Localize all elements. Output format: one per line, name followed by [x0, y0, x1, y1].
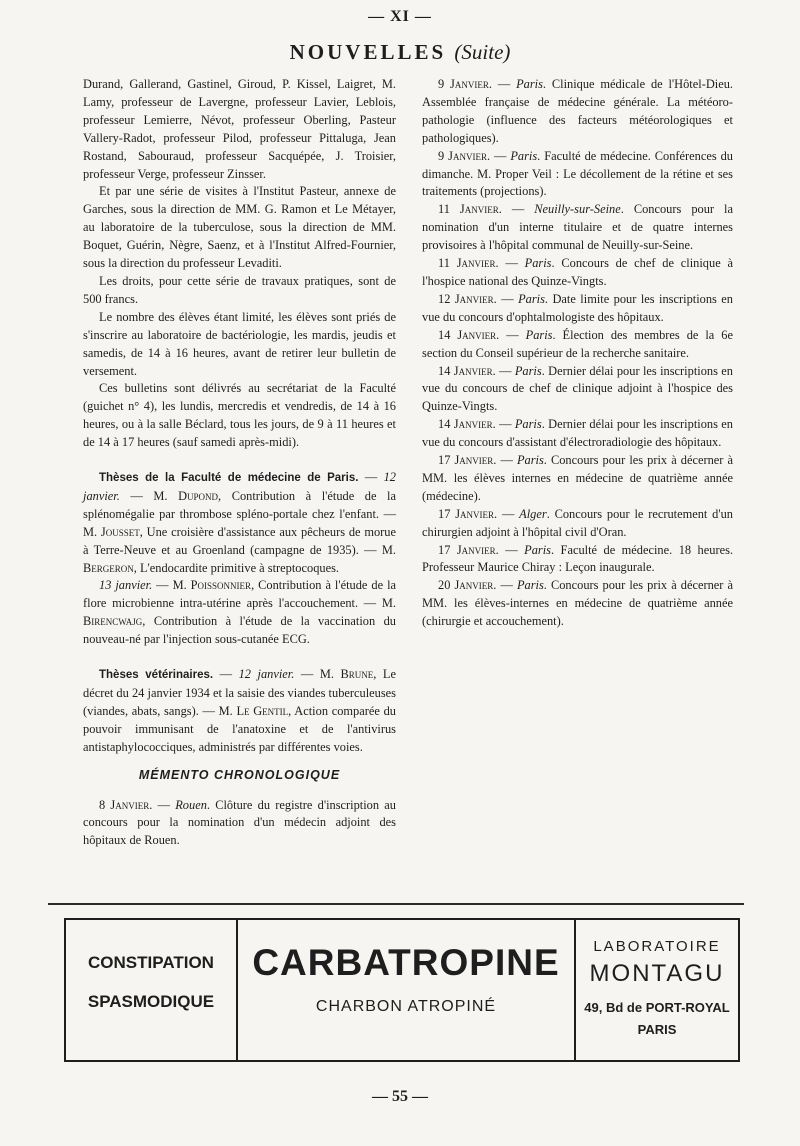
- entry-date: 14 Janvier.: [438, 327, 500, 342]
- ad-laboratory: [574, 920, 738, 1060]
- entry-place: Rouen: [175, 797, 207, 812]
- entry-place: Paris: [516, 453, 544, 468]
- section-title-text: NOUVELLES: [289, 40, 447, 64]
- entry-date: 8 Janvier.: [99, 797, 153, 812]
- paragraph: Et par une série de visites à l'Institut Pasteur, annexe de Garches, sous la direction de MM. G. Ramon et Le Métayer, au laboratoire de la tuberculose, sous la direction de MM. Boquet, Guérin, Nègre, Saenz, et à l'Institut Alfred-Fournier, sous la direction du professeur Levaditi.: [83, 184, 396, 271]
- paragraph: Durand, Gallerand, Gastinel, Giroud, P. Kissel, Laigret, M. Lamy, professeur de Lavergne, professeur Lavier, Leblois, professeur Lemierre, Névot, professeur Oberling, Pasteur Vallery-Radot, professeur Pilod, professeur Pittaluga, Jean Rostand, Sabouraud, professeur Sacquépée, J. Troisier, professeur Verge, professeur Zinsser.: [83, 77, 396, 181]
- ad-indication: [66, 920, 238, 1060]
- thesis-title: , Une croisière d'assistance aux pêcheurs de morue à Terre-Neuve et au Groenland (campagne de 1935).: [83, 524, 396, 557]
- entry-date: 14 Janvier.: [438, 417, 496, 432]
- memento-entry: 14 Janvier. — Paris. Dernier délai pour les inscriptions en vue du concours d'assistant d'électroradiologie des hôpitaux.: [422, 417, 733, 450]
- theses-vet-heading: Thèses vétérinaires.: [99, 669, 214, 682]
- entry-place: Paris: [516, 578, 544, 593]
- ad-product: [238, 920, 574, 1060]
- advertisement: [64, 918, 740, 1062]
- ad-lab-name: MONTAGU: [589, 960, 725, 987]
- entry-place: Paris: [524, 542, 551, 557]
- entry-text: . Concours pour les prix à décerner à MM. les élèves internes en médecine de quatrième année (médecine).: [422, 453, 733, 503]
- memento-entry: 12 Janvier. — Paris. Date limite pour les inscriptions en vue du concours d'ophtalmologiste des hôpitaux.: [422, 291, 733, 324]
- memento-heading: MÉMENTO CHRONOLOGIQUE: [138, 767, 341, 782]
- entry-text: . Date limite pour les inscriptions en vue du concours d'ophtalmologiste des hôpitaux.: [422, 291, 733, 324]
- date: 12 janvier.: [83, 470, 396, 503]
- entry-text: . Faculté de médecine. Conférences du dimanche. M. Proper Veil : Le décollement de la rétine et ses traitements (projections).: [422, 148, 733, 199]
- theses-medecine-2: 13 janvier. — M. Poissonnier, Contribution à l'étude de la flore microbienne intra-utérine après l'accouchement. — M. Birencwajg, Contribution à l'étude de la vaccination du nouveau-né par l'injection sous-cutanée ECG.: [83, 578, 397, 647]
- memento-entry: 11 Janvier. — Neuilly-sur-Seine. Concours pour la nomination d'un interne titulaire et de quatre internes provisoires à l'hôpital communal de Neuilly-sur-Seine.: [422, 202, 733, 253]
- entry-text: . Élection des membres de la 6e section du Conseil supérieur de la recherche sanitaire.: [422, 327, 733, 360]
- ad-brand-name: CARBATROPINE: [252, 942, 560, 983]
- entry-date: 17 Janvier.: [438, 506, 498, 521]
- author: M. Poissonnier: [172, 578, 252, 593]
- page-roman-number: — XI —: [368, 8, 432, 25]
- entry-date: 17 Janvier.: [438, 453, 497, 468]
- entry-place: Paris: [525, 327, 553, 342]
- paragraph: Ces bulletins sont délivrés au secrétariat de la Faculté (guichet n° 4), les lundis, mercredis et vendredis, de 14 à 16 heures, ou à la salle Béclard, tous les jours, de 9 à 11 heures et de 14 à 17 heures (sauf samedi après-midi).: [83, 381, 396, 450]
- date: 13 janvier.: [99, 578, 153, 593]
- right-column: [422, 76, 733, 631]
- author: M. Dupond: [153, 488, 219, 503]
- thesis-title: , Le décret du 24 janvier 1934 et la saisie des viandes tuberculeuses (viandes, abats, sangs).: [83, 667, 396, 718]
- entry-date: 20 Janvier.: [438, 578, 497, 593]
- ad-lab-city: PARIS: [637, 1022, 677, 1037]
- ad-indication-line1: CONSTIPATION: [88, 953, 214, 972]
- author: M. Bergeron: [83, 542, 396, 575]
- author: M. Jousset: [83, 524, 140, 539]
- entry-text: . Concours pour la nomination d'un interne titulaire et de quatre internes provisoires à l'hôpital communal de Neuilly-sur-Seine.: [422, 202, 733, 253]
- ad-product-subtitle: CHARBON ATROPINÉ: [315, 998, 497, 1015]
- entry-place: Paris: [518, 291, 545, 306]
- entry-date: 12 Janvier.: [438, 291, 497, 306]
- entry-text: . Dernier délai pour les inscriptions en vue du concours de chef de clinique adjoint à l'hospice des Quinze-Vingts.: [422, 363, 733, 414]
- page-number: — 55 —: [372, 1088, 428, 1105]
- memento-entry: 11 Janvier. — Paris. Concours de chef de clinique à l'hospice national des Quinze-Vingts.: [422, 256, 733, 288]
- memento-entry: 9 Janvier. — Paris. Clinique médicale de l'Hôtel-Dieu. Assemblée française de médecine générale. La météoro-pathologie (influence des facteurs météorologiques et pathologiques).: [422, 77, 734, 145]
- memento-entry: 14 Janvier. — Paris. Élection des membres de la 6e section du Conseil supérieur de la recherche sanitaire.: [422, 327, 733, 360]
- paragraph: Le nombre des élèves étant limité, les élèves sont priés de s'inscrire au laboratoire de bactériologie, les mardis, jeudis et samedis, de 14 à 16 heures, avant de retirer leur bulletin de versement.: [83, 309, 396, 378]
- entry-text: . Faculté de médecine. 18 heures. Professeur Maurice Chiray : Leçon inaugurale.: [422, 542, 733, 575]
- author: M. Brune: [319, 667, 374, 682]
- memento-entry: 8 Janvier. — Rouen. Clôture du registre d'inscription au concours pour la nomination d'un médecin adjoint des hôpitaux de Rouen.: [83, 797, 397, 848]
- entry-date: 14 Janvier.: [438, 363, 496, 378]
- entry-text: . Concours de chef de clinique à l'hospice national des Quinze-Vingts.: [422, 256, 733, 288]
- entry-place: Alger: [519, 506, 547, 521]
- entry-date: 9 Janvier.: [438, 148, 491, 163]
- thesis-title: , Contribution à l'étude de la splénomégalie par thrombose spléno-portale chez l'enfant.: [83, 488, 396, 521]
- thesis-title: , Contribution à l'étude de la vaccination du nouveau-né par l'injection sous-cutanée ECG.: [83, 614, 396, 647]
- entry-text: . Clinique médicale de l'Hôtel-Dieu. Assemblée française de médecine générale. La météoro-pathologie (influence des facteurs météorologiques et pathologiques).: [422, 77, 734, 145]
- theses-med-heading: Thèses de la Faculté de médecine de Paris.: [99, 472, 359, 485]
- ad-lab-label: LABORATOIRE: [593, 938, 721, 955]
- memento-entry: 17 Janvier. — Paris. Concours pour les prix à décerner à MM. les élèves internes en médecine de quatrième année (médecine).: [422, 453, 733, 503]
- author: M. Le Gentil: [218, 703, 289, 718]
- thesis-title: , L'endocardite primitive à streptocoques.: [133, 560, 339, 575]
- entry-place: Paris: [510, 148, 538, 163]
- entry-text: . Clôture du registre d'inscription au concours pour la nomination d'un médecin adjoint des hôpitaux de Rouen.: [83, 797, 397, 848]
- author: M. Birencwajg: [83, 596, 396, 629]
- left-column: [83, 76, 396, 850]
- memento-entry: 20 Janvier. — Paris. Concours pour les prix à décerner à MM. les élèves-internes en médecine de quatrième année (chirurgie et accouchement).: [422, 578, 733, 629]
- entry-place: Paris: [516, 77, 543, 91]
- entry-text: . Concours pour les prix à décerner à MM. les élèves-internes en médecine de quatrième année (chirurgie et accouchement).: [422, 578, 733, 629]
- section-title: [0, 40, 800, 65]
- memento-entry: 17 Janvier. — Paris. Faculté de médecine. 18 heures. Professeur Maurice Chiray : Leçon inaugurale.: [422, 542, 733, 575]
- memento-entry: 14 Janvier. — Paris. Dernier délai pour les inscriptions en vue du concours de chef de clinique adjoint à l'hospice des Quinze-Vingts.: [422, 363, 733, 414]
- theses-medecine: Thèses de la Faculté de médecine de Paris. — 12 janvier. — M. Dupond, Contribution à l'étude de la splénomégalie par thrombose spléno-portale chez l'enfant. — M. Jousset, Une croisière d'assistance aux pêcheurs de morue à Terre-Neuve et au Groenland (campagne de 1935). — M. Bergeron, L'endocardite primitive à streptocoques.: [83, 470, 396, 575]
- theses-veterinaires: Thèses vétérinaires. — 12 janvier. — M. Brune, Le décret du 24 janvier 1934 et la saisie des viandes tuberculeuses (viandes, abats, sangs). — M. Le Gentil, Action comparée du pouvoir immunisant de l'anatoxine et de l'antivirus antistaphylococciques, administrés par différentes voies.: [83, 667, 396, 754]
- entry-date: 17 Janvier.: [438, 542, 499, 557]
- entry-place: Paris: [514, 417, 542, 432]
- entry-place: Neuilly-sur-Seine: [534, 202, 621, 217]
- divider-rule: [48, 903, 744, 905]
- entry-date: 9 Janvier.: [438, 77, 492, 91]
- thesis-title: , Action comparée du pouvoir immunisant de l'anatoxine et de l'antivirus antistaphylococciques, administrés par différentes voies.: [83, 703, 396, 754]
- ad-indication-line2: SPASMODIQUE: [87, 992, 215, 1011]
- entry-place: Paris: [514, 363, 542, 378]
- date: 12 janvier.: [238, 667, 295, 682]
- entry-text: . Concours pour le recrutement d'un chirurgien adjoint à l'hôpital civil d'Oran.: [422, 506, 733, 539]
- section-suite: (Suite): [454, 40, 511, 64]
- ad-lab-address: 49, Bd de PORT-ROYAL: [584, 1000, 730, 1015]
- thesis-title: , Contribution à l'étude de la flore microbienne intra-utérine après l'accouchement.: [83, 578, 397, 611]
- memento-entry: 17 Janvier. — Alger. Concours pour le recrutement d'un chirurgien adjoint à l'hôpital civil d'Oran.: [422, 506, 733, 539]
- paragraph: Les droits, pour cette série de travaux pratiques, sont de 500 francs.: [83, 273, 396, 306]
- entry-date: 11 Janvier.: [438, 256, 499, 271]
- memento-entry: 9 Janvier. — Paris. Faculté de médecine. Conférences du dimanche. M. Proper Veil : Le décollement de la rétine et ses traitements (projections).: [422, 148, 733, 199]
- entry-date: 11 Janvier.: [438, 202, 502, 217]
- entry-place: Paris: [524, 256, 552, 271]
- entry-text: . Dernier délai pour les inscriptions en vue du concours d'assistant d'électroradiologie des hôpitaux.: [422, 417, 733, 450]
